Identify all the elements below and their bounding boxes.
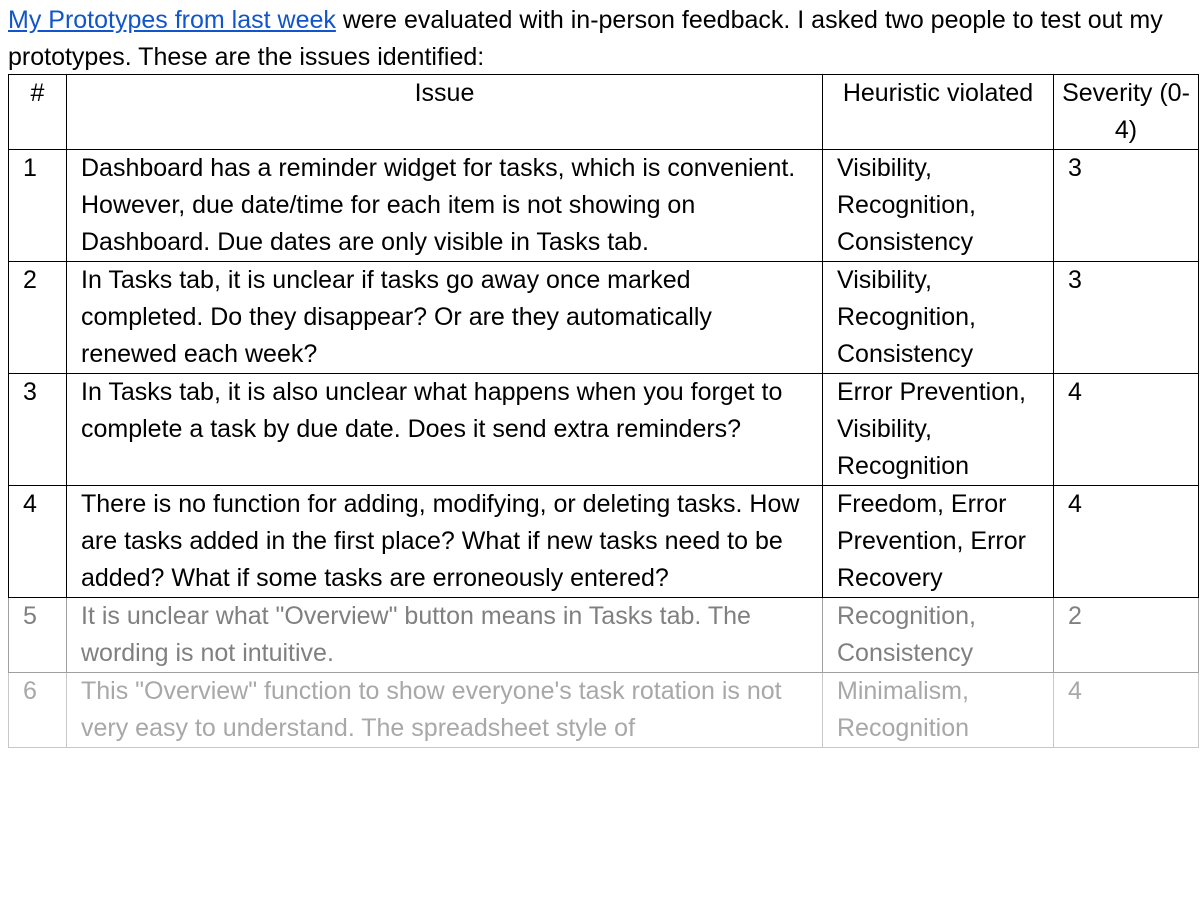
row-number: 2 [9, 262, 67, 374]
row-heuristic: Recognition, Consistency [823, 598, 1054, 673]
row-severity: 2 [1054, 598, 1199, 673]
intro-text: were evaluated with in-person feedback. I asked two people to test out my prototypes. These are the issues identified: [8, 6, 1163, 71]
row-number: 6 [9, 673, 67, 748]
row-number: 4 [9, 486, 67, 598]
row-heuristic: Minimalism, Recognition [823, 673, 1054, 748]
prototypes-link[interactable]: My Prototypes from last week [8, 6, 336, 34]
row-severity: 3 [1054, 262, 1199, 374]
table-row [9, 598, 1199, 673]
row-heuristic: Freedom, Error Prevention, Error Recovery [823, 486, 1054, 598]
row-issue: In Tasks tab, it is also unclear what happens when you forget to complete a task by due date. Does it send extra reminders? [67, 374, 823, 486]
intro-paragraph [8, 2, 1198, 76]
row-severity: 3 [1054, 150, 1199, 262]
table-row [9, 262, 1199, 374]
row-issue: In Tasks tab, it is unclear if tasks go away once marked completed. Do they disappear? Or are they automatically renewed each week? [67, 262, 823, 374]
table-row [9, 673, 1199, 748]
row-issue: There is no function for adding, modifying, or deleting tasks. How are tasks added in the first place? What if new tasks need to be added? What if some tasks are erroneously entered? [67, 486, 823, 598]
row-heuristic: Error Prevention, Visibility, Recognition [823, 374, 1054, 486]
row-severity: 4 [1054, 486, 1199, 598]
header-number: # [9, 75, 67, 150]
row-issue: This "Overview" function to show everyone's task rotation is not very easy to understand. The spreadsheet style of [67, 673, 823, 748]
row-number: 3 [9, 374, 67, 486]
table-row [9, 150, 1199, 262]
header-severity: Severity (0-4) [1054, 75, 1199, 150]
row-issue: It is unclear what "Overview" button means in Tasks tab. The wording is not intuitive. [67, 598, 823, 673]
header-issue: Issue [67, 75, 823, 150]
row-number: 5 [9, 598, 67, 673]
row-severity: 4 [1054, 374, 1199, 486]
row-heuristic: Visibility, Recognition, Consistency [823, 150, 1054, 262]
row-severity: 4 [1054, 673, 1199, 748]
row-number: 1 [9, 150, 67, 262]
row-heuristic: Visibility, Recognition, Consistency [823, 262, 1054, 374]
issues-table [8, 74, 1199, 748]
header-heuristic: Heuristic violated [823, 75, 1054, 150]
table-header-row [9, 75, 1199, 150]
table-row [9, 486, 1199, 598]
table-row [9, 374, 1199, 486]
row-issue: Dashboard has a reminder widget for tasks, which is convenient. However, due date/time for each item is not showing on Dashboard. Due dates are only visible in Tasks tab. [67, 150, 823, 262]
